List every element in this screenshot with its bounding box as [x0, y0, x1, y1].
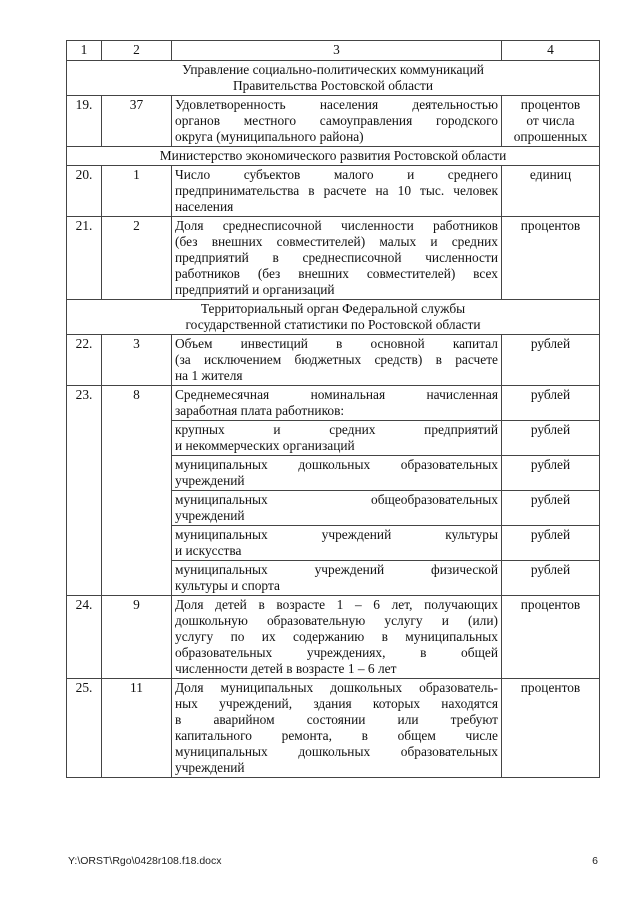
text-line: численности детей в возрасте 1 – 6 лет [175, 661, 397, 676]
text-line: предприятий в среднесписочной численности [175, 250, 498, 265]
text-line: муниципальных дошкольных образовательных [175, 457, 498, 472]
text-line: Доля муниципальных дошкольных образователь- [175, 680, 498, 695]
row-description [172, 596, 502, 679]
row-number: 23. [67, 386, 102, 596]
section-line: Правительства Ростовской области [232, 78, 434, 93]
text-line: учреждений [175, 760, 245, 775]
section-header-row [67, 61, 600, 96]
row-code: 9 [102, 596, 172, 679]
row-unit [502, 96, 600, 147]
row-number: 20. [67, 166, 102, 217]
text-line: Число субъектов малого и среднего [175, 167, 498, 182]
subrow-description [172, 421, 502, 456]
row-description [172, 96, 502, 147]
text-line: Удовлетворенность населения деятельностью [175, 97, 498, 112]
subrow-description [172, 561, 502, 596]
unit-line: процентов [520, 97, 581, 112]
table-row [67, 386, 600, 421]
file-path: Y:\ORST\Rgo\0428r108.f18.docx [68, 855, 222, 867]
text-line: и искусства [175, 543, 242, 558]
text-line: учреждений [175, 473, 245, 488]
row-unit: рублей [502, 335, 600, 386]
row-unit: процентов [502, 679, 600, 778]
row-code: 2 [102, 217, 172, 300]
text-line: образовательных учреждениях, в общей [175, 645, 498, 660]
table-row [67, 96, 600, 147]
text-line: Доля детей в возрасте 1 – 6 лет, получающих [175, 597, 498, 612]
subrow-unit: рублей [502, 491, 600, 526]
text-line: работников (без внешних совместителей) всех [175, 266, 498, 281]
text-line: органов местного самоуправления городского [175, 113, 498, 128]
text-line: на 1 жителя [175, 368, 243, 383]
text-line: населения [175, 199, 234, 214]
section-economic-development: Министерство экономического развития Ростовской области [67, 147, 600, 166]
subrow-unit: рублей [502, 456, 600, 491]
header-col-4: 4 [502, 41, 600, 61]
text-line: Объем инвестиций в основной капитал [175, 336, 498, 351]
section-header-row [67, 147, 600, 166]
text-line: Среднемесячная номинальная начисленная [175, 387, 498, 402]
row-unit: рублей [502, 386, 600, 421]
row-code: 37 [102, 96, 172, 147]
row-number: 22. [67, 335, 102, 386]
text-line: и некоммерческих организаций [175, 438, 355, 453]
header-col-1: 1 [67, 41, 102, 61]
text-line: муниципальных учреждений культуры [175, 527, 498, 542]
subrow-unit: рублей [502, 421, 600, 456]
row-unit: процентов [502, 596, 600, 679]
row-description [172, 335, 502, 386]
row-unit: процентов [502, 217, 600, 300]
row-description [172, 679, 502, 778]
text-line: в аварийном состоянии или требуют [175, 712, 498, 727]
subrow-description [172, 456, 502, 491]
row-number: 25. [67, 679, 102, 778]
text-line: предпринимательства в расчете на 10 тыс. человек [175, 183, 498, 198]
subrow-description [172, 491, 502, 526]
table-row [67, 166, 600, 217]
section-line: Управление социально-политических коммуникаций [182, 62, 484, 77]
subrow-unit: рублей [502, 561, 600, 596]
text-line: муниципальных общеобразовательных [175, 492, 498, 507]
section-line: Территориальный орган Федеральной службы [200, 301, 466, 316]
section-social-political [67, 61, 600, 96]
table-row [67, 596, 600, 679]
row-code: 3 [102, 335, 172, 386]
section-header-row [67, 300, 600, 335]
row-code: 8 [102, 386, 172, 596]
text-line: учреждений [175, 508, 245, 523]
table-row [67, 679, 600, 778]
page-footer [68, 855, 598, 867]
unit-line: опрошенных [513, 129, 588, 144]
section-line: государственной статистики по Ростовской области [185, 317, 481, 332]
subrow-description [172, 526, 502, 561]
row-description [172, 386, 502, 421]
text-line: крупных и средних предприятий [175, 422, 498, 437]
text-line: капитального ремонта, в общем числе [175, 728, 498, 743]
row-description [172, 217, 502, 300]
row-number: 21. [67, 217, 102, 300]
text-line: дошкольную образовательную услугу и (или) [175, 613, 498, 628]
text-line: округа (муниципального района) [175, 129, 364, 144]
row-number: 24. [67, 596, 102, 679]
subrow-unit: рублей [502, 526, 600, 561]
text-line: Доля среднесписочной численности работников [175, 218, 498, 233]
header-col-2: 2 [102, 41, 172, 61]
text-line: предприятий и организаций [175, 282, 335, 297]
row-unit: единиц [502, 166, 600, 217]
table-row [67, 335, 600, 386]
text-line: муниципальных учреждений физической [175, 562, 498, 577]
text-line: (без внешних совместителей) малых и средних [175, 234, 498, 249]
unit-line: от числа [526, 113, 575, 128]
text-line: культуры и спорта [175, 578, 280, 593]
section-rosstat [67, 300, 600, 335]
header-col-3: 3 [172, 41, 502, 61]
table-header-row [67, 41, 600, 61]
page-number: 6 [592, 855, 598, 867]
text-line: услугу по их содержанию в муниципальных [175, 629, 498, 644]
row-code: 11 [102, 679, 172, 778]
text-line: (за исключением бюджетных средств) в расчете [175, 352, 498, 367]
indicator-table [66, 40, 600, 778]
text-line: муниципальных дошкольных образовательных [175, 744, 498, 759]
row-code: 1 [102, 166, 172, 217]
text-line: заработная плата работников: [175, 403, 345, 418]
row-description [172, 166, 502, 217]
table-row [67, 217, 600, 300]
text-line: ных учреждений, здания которых находятся [175, 696, 498, 711]
row-number: 19. [67, 96, 102, 147]
